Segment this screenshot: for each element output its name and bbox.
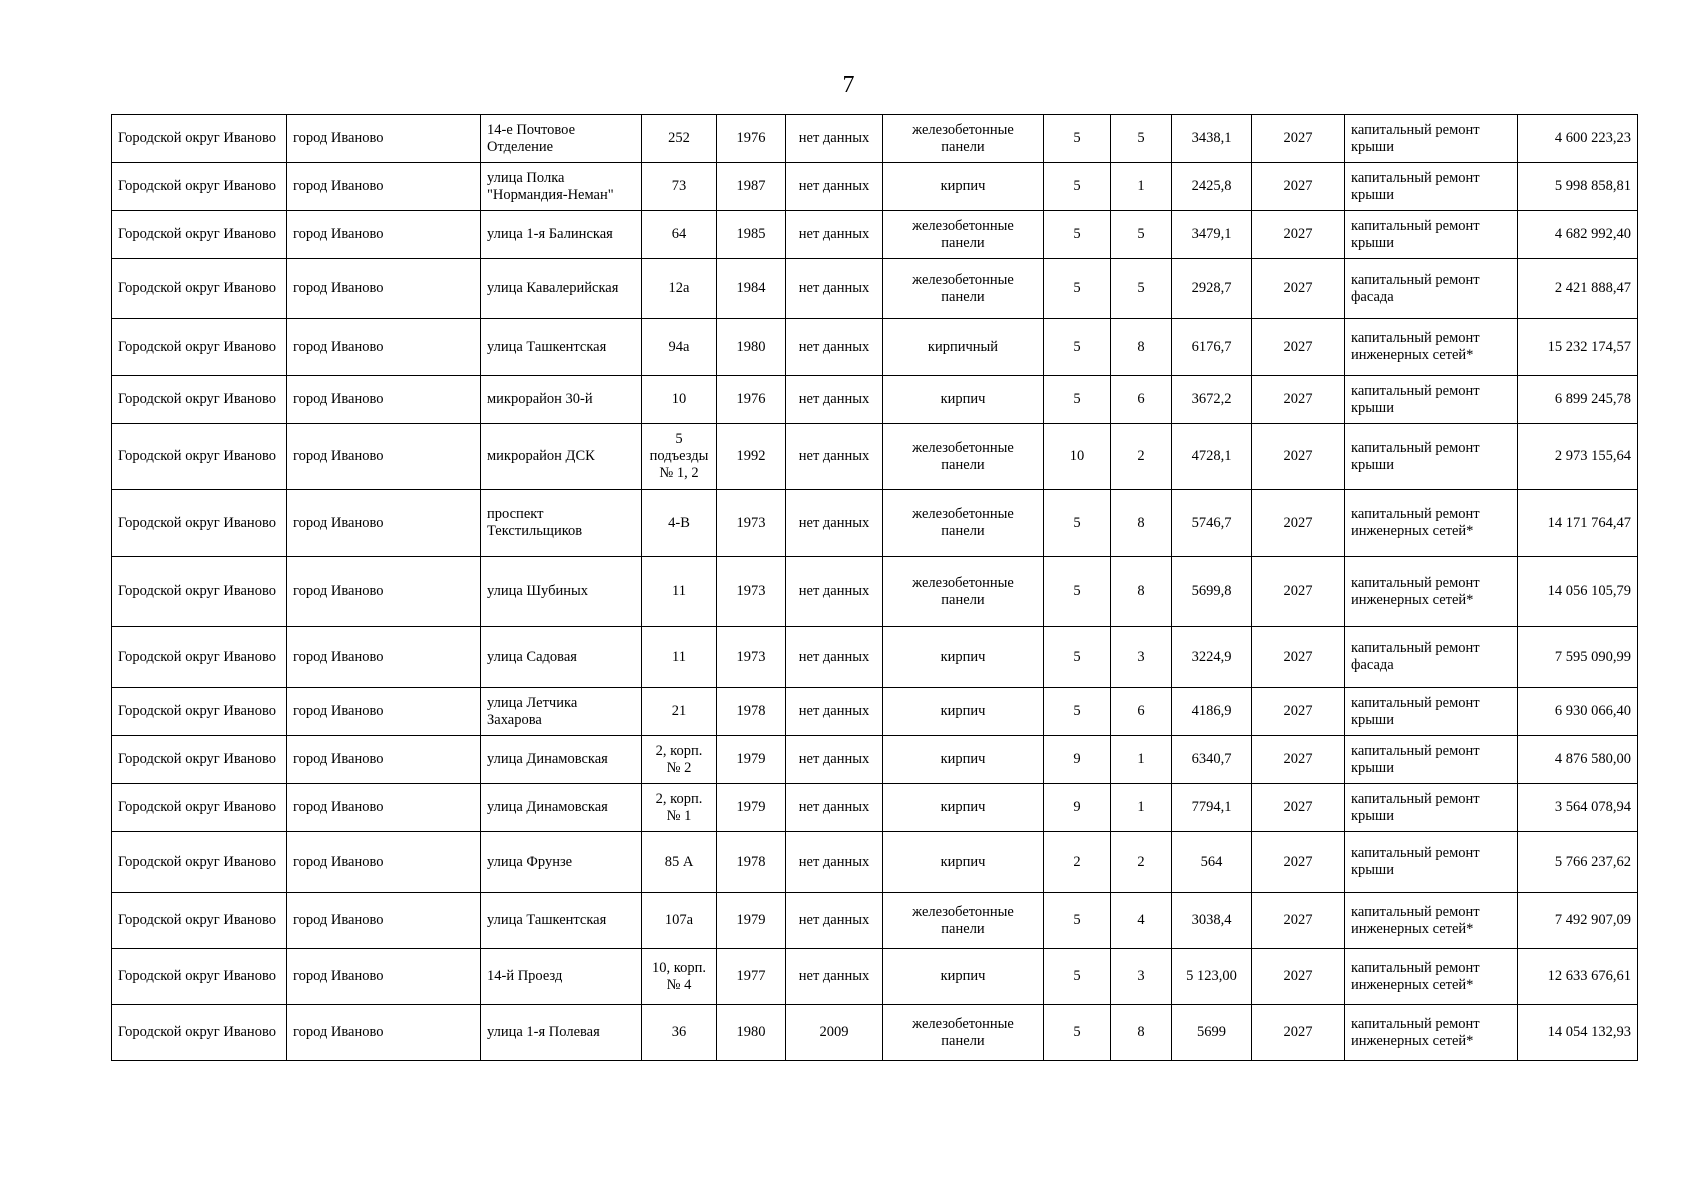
table-row bbox=[112, 736, 1638, 784]
area-cell: 3479,1 bbox=[1172, 211, 1252, 259]
municipality-cell: Городской округ Иваново bbox=[112, 784, 287, 832]
entrances-cell: 3 bbox=[1111, 949, 1172, 1005]
municipality-cell: Городской округ Иваново bbox=[112, 211, 287, 259]
locality-cell: город Иваново bbox=[287, 115, 481, 163]
municipality-cell: Городской округ Иваново bbox=[112, 557, 287, 627]
last-repair-cell: нет данных bbox=[786, 424, 883, 490]
table-row bbox=[112, 688, 1638, 736]
year-built-cell: 1978 bbox=[717, 688, 786, 736]
work-type-cell: капитальный ремонт инженерных сетей* bbox=[1345, 490, 1518, 557]
housing-repair-table bbox=[111, 114, 1638, 1061]
cost-cell: 2 973 155,64 bbox=[1518, 424, 1638, 490]
entrances-cell: 3 bbox=[1111, 627, 1172, 688]
locality-cell: город Иваново bbox=[287, 259, 481, 319]
planned-year-cell: 2027 bbox=[1252, 736, 1345, 784]
entrances-cell: 5 bbox=[1111, 115, 1172, 163]
floors-cell: 5 bbox=[1044, 949, 1111, 1005]
table-row bbox=[112, 490, 1638, 557]
last-repair-cell: нет данных bbox=[786, 736, 883, 784]
year-built-cell: 1992 bbox=[717, 424, 786, 490]
last-repair-cell: нет данных bbox=[786, 832, 883, 893]
house-number-cell: 12а bbox=[642, 259, 717, 319]
table-row bbox=[112, 832, 1638, 893]
work-type-cell: капитальный ремонт крыши bbox=[1345, 688, 1518, 736]
work-type-cell: капитальный ремонт крыши bbox=[1345, 163, 1518, 211]
entrances-cell: 1 bbox=[1111, 163, 1172, 211]
last-repair-cell: нет данных bbox=[786, 376, 883, 424]
table-row bbox=[112, 784, 1638, 832]
house-number-cell: 5 подъезды № 1, 2 bbox=[642, 424, 717, 490]
area-cell: 2928,7 bbox=[1172, 259, 1252, 319]
house-number-cell: 85 А bbox=[642, 832, 717, 893]
locality-cell: город Иваново bbox=[287, 319, 481, 376]
floors-cell: 5 bbox=[1044, 557, 1111, 627]
municipality-cell: Городской округ Иваново bbox=[112, 259, 287, 319]
entrances-cell: 2 bbox=[1111, 424, 1172, 490]
floors-cell: 5 bbox=[1044, 376, 1111, 424]
street-cell: улица Динамовская bbox=[481, 736, 642, 784]
table-row bbox=[112, 115, 1638, 163]
locality-cell: город Иваново bbox=[287, 949, 481, 1005]
work-type-cell: капитальный ремонт инженерных сетей* bbox=[1345, 949, 1518, 1005]
work-type-cell: капитальный ремонт инженерных сетей* bbox=[1345, 893, 1518, 949]
locality-cell: город Иваново bbox=[287, 688, 481, 736]
wall-material-cell: кирпич bbox=[883, 376, 1044, 424]
locality-cell: город Иваново bbox=[287, 163, 481, 211]
entrances-cell: 8 bbox=[1111, 557, 1172, 627]
year-built-cell: 1985 bbox=[717, 211, 786, 259]
planned-year-cell: 2027 bbox=[1252, 163, 1345, 211]
entrances-cell: 2 bbox=[1111, 832, 1172, 893]
cost-cell: 4 600 223,23 bbox=[1518, 115, 1638, 163]
wall-material-cell: кирпич bbox=[883, 949, 1044, 1005]
year-built-cell: 1978 bbox=[717, 832, 786, 893]
locality-cell: город Иваново bbox=[287, 490, 481, 557]
locality-cell: город Иваново bbox=[287, 1005, 481, 1061]
cost-cell: 12 633 676,61 bbox=[1518, 949, 1638, 1005]
wall-material-cell: железобетонные панели bbox=[883, 211, 1044, 259]
table-row bbox=[112, 627, 1638, 688]
floors-cell: 5 bbox=[1044, 490, 1111, 557]
table-row bbox=[112, 259, 1638, 319]
wall-material-cell: железобетонные панели bbox=[883, 490, 1044, 557]
year-built-cell: 1984 bbox=[717, 259, 786, 319]
entrances-cell: 6 bbox=[1111, 376, 1172, 424]
work-type-cell: капитальный ремонт инженерных сетей* bbox=[1345, 319, 1518, 376]
wall-material-cell: железобетонные панели bbox=[883, 557, 1044, 627]
street-cell: улица Полка "Нормандия-Неман" bbox=[481, 163, 642, 211]
area-cell: 4186,9 bbox=[1172, 688, 1252, 736]
locality-cell: город Иваново bbox=[287, 424, 481, 490]
last-repair-cell: нет данных bbox=[786, 688, 883, 736]
area-cell: 7794,1 bbox=[1172, 784, 1252, 832]
floors-cell: 5 bbox=[1044, 319, 1111, 376]
municipality-cell: Городской округ Иваново bbox=[112, 490, 287, 557]
entrances-cell: 5 bbox=[1111, 259, 1172, 319]
work-type-cell: капитальный ремонт крыши bbox=[1345, 115, 1518, 163]
cost-cell: 3 564 078,94 bbox=[1518, 784, 1638, 832]
last-repair-cell: нет данных bbox=[786, 893, 883, 949]
work-type-cell: капитальный ремонт фасада bbox=[1345, 259, 1518, 319]
street-cell: улица 1-я Балинская bbox=[481, 211, 642, 259]
wall-material-cell: железобетонные панели bbox=[883, 1005, 1044, 1061]
street-cell: 14-е Почтовое Отделение bbox=[481, 115, 642, 163]
floors-cell: 5 bbox=[1044, 1005, 1111, 1061]
floors-cell: 5 bbox=[1044, 115, 1111, 163]
last-repair-cell: нет данных bbox=[786, 627, 883, 688]
cost-cell: 4 876 580,00 bbox=[1518, 736, 1638, 784]
municipality-cell: Городской округ Иваново bbox=[112, 736, 287, 784]
last-repair-cell: нет данных bbox=[786, 163, 883, 211]
planned-year-cell: 2027 bbox=[1252, 211, 1345, 259]
year-built-cell: 1973 bbox=[717, 627, 786, 688]
house-number-cell: 21 bbox=[642, 688, 717, 736]
municipality-cell: Городской округ Иваново bbox=[112, 688, 287, 736]
table-row bbox=[112, 557, 1638, 627]
planned-year-cell: 2027 bbox=[1252, 115, 1345, 163]
planned-year-cell: 2027 bbox=[1252, 627, 1345, 688]
planned-year-cell: 2027 bbox=[1252, 784, 1345, 832]
last-repair-cell: нет данных bbox=[786, 557, 883, 627]
planned-year-cell: 2027 bbox=[1252, 688, 1345, 736]
wall-material-cell: кирпич bbox=[883, 784, 1044, 832]
municipality-cell: Городской округ Иваново bbox=[112, 893, 287, 949]
cost-cell: 6 899 245,78 bbox=[1518, 376, 1638, 424]
entrances-cell: 6 bbox=[1111, 688, 1172, 736]
cost-cell: 2 421 888,47 bbox=[1518, 259, 1638, 319]
page-number: 7 bbox=[842, 72, 855, 98]
municipality-cell: Городской округ Иваново bbox=[112, 949, 287, 1005]
locality-cell: город Иваново bbox=[287, 557, 481, 627]
last-repair-cell: нет данных bbox=[786, 115, 883, 163]
municipality-cell: Городской округ Иваново bbox=[112, 627, 287, 688]
house-number-cell: 36 bbox=[642, 1005, 717, 1061]
municipality-cell: Городской округ Иваново bbox=[112, 1005, 287, 1061]
area-cell: 564 bbox=[1172, 832, 1252, 893]
work-type-cell: капитальный ремонт инженерных сетей* bbox=[1345, 1005, 1518, 1061]
planned-year-cell: 2027 bbox=[1252, 424, 1345, 490]
house-number-cell: 73 bbox=[642, 163, 717, 211]
table-row bbox=[112, 376, 1638, 424]
street-cell: улица Фрунзе bbox=[481, 832, 642, 893]
entrances-cell: 8 bbox=[1111, 490, 1172, 557]
street-cell: проспект Текстильщиков bbox=[481, 490, 642, 557]
locality-cell: город Иваново bbox=[287, 627, 481, 688]
street-cell: улица Кавалерийская bbox=[481, 259, 642, 319]
table-row bbox=[112, 424, 1638, 490]
wall-material-cell: железобетонные панели bbox=[883, 893, 1044, 949]
year-built-cell: 1979 bbox=[717, 784, 786, 832]
house-number-cell: 2, корп. № 2 bbox=[642, 736, 717, 784]
area-cell: 6176,7 bbox=[1172, 319, 1252, 376]
floors-cell: 10 bbox=[1044, 424, 1111, 490]
cost-cell: 7 492 907,09 bbox=[1518, 893, 1638, 949]
entrances-cell: 8 bbox=[1111, 319, 1172, 376]
last-repair-cell: нет данных bbox=[786, 211, 883, 259]
house-number-cell: 11 bbox=[642, 557, 717, 627]
house-number-cell: 64 bbox=[642, 211, 717, 259]
planned-year-cell: 2027 bbox=[1252, 259, 1345, 319]
cost-cell: 5 998 858,81 bbox=[1518, 163, 1638, 211]
planned-year-cell: 2027 bbox=[1252, 949, 1345, 1005]
wall-material-cell: кирпич bbox=[883, 832, 1044, 893]
house-number-cell: 11 bbox=[642, 627, 717, 688]
area-cell: 3224,9 bbox=[1172, 627, 1252, 688]
wall-material-cell: кирпич bbox=[883, 163, 1044, 211]
street-cell: улица Ташкентская bbox=[481, 319, 642, 376]
municipality-cell: Городской округ Иваново bbox=[112, 424, 287, 490]
area-cell: 3038,4 bbox=[1172, 893, 1252, 949]
area-cell: 3438,1 bbox=[1172, 115, 1252, 163]
work-type-cell: капитальный ремонт инженерных сетей* bbox=[1345, 557, 1518, 627]
street-cell: 14-й Проезд bbox=[481, 949, 642, 1005]
municipality-cell: Городской округ Иваново bbox=[112, 376, 287, 424]
year-built-cell: 1973 bbox=[717, 490, 786, 557]
table-row bbox=[112, 211, 1638, 259]
area-cell: 5 123,00 bbox=[1172, 949, 1252, 1005]
locality-cell: город Иваново bbox=[287, 893, 481, 949]
year-built-cell: 1973 bbox=[717, 557, 786, 627]
year-built-cell: 1979 bbox=[717, 736, 786, 784]
area-cell: 5699 bbox=[1172, 1005, 1252, 1061]
house-number-cell: 4-В bbox=[642, 490, 717, 557]
locality-cell: город Иваново bbox=[287, 832, 481, 893]
work-type-cell: капитальный ремонт крыши bbox=[1345, 376, 1518, 424]
area-cell: 4728,1 bbox=[1172, 424, 1252, 490]
work-type-cell: капитальный ремонт крыши bbox=[1345, 736, 1518, 784]
entrances-cell: 1 bbox=[1111, 736, 1172, 784]
municipality-cell: Городской округ Иваново bbox=[112, 832, 287, 893]
wall-material-cell: железобетонные панели bbox=[883, 115, 1044, 163]
work-type-cell: капитальный ремонт крыши bbox=[1345, 211, 1518, 259]
work-type-cell: капитальный ремонт фасада bbox=[1345, 627, 1518, 688]
planned-year-cell: 2027 bbox=[1252, 319, 1345, 376]
planned-year-cell: 2027 bbox=[1252, 1005, 1345, 1061]
floors-cell: 5 bbox=[1044, 627, 1111, 688]
cost-cell: 6 930 066,40 bbox=[1518, 688, 1638, 736]
wall-material-cell: железобетонные панели bbox=[883, 259, 1044, 319]
house-number-cell: 10, корп. № 4 bbox=[642, 949, 717, 1005]
cost-cell: 4 682 992,40 bbox=[1518, 211, 1638, 259]
cost-cell: 14 056 105,79 bbox=[1518, 557, 1638, 627]
table-row bbox=[112, 319, 1638, 376]
year-built-cell: 1987 bbox=[717, 163, 786, 211]
planned-year-cell: 2027 bbox=[1252, 557, 1345, 627]
locality-cell: город Иваново bbox=[287, 784, 481, 832]
street-cell: улица Садовая bbox=[481, 627, 642, 688]
floors-cell: 5 bbox=[1044, 211, 1111, 259]
floors-cell: 5 bbox=[1044, 163, 1111, 211]
entrances-cell: 1 bbox=[1111, 784, 1172, 832]
work-type-cell: капитальный ремонт крыши bbox=[1345, 424, 1518, 490]
street-cell: улица Шубиных bbox=[481, 557, 642, 627]
year-built-cell: 1976 bbox=[717, 376, 786, 424]
entrances-cell: 4 bbox=[1111, 893, 1172, 949]
house-number-cell: 252 bbox=[642, 115, 717, 163]
street-cell: микрорайон ДСК bbox=[481, 424, 642, 490]
year-built-cell: 1976 bbox=[717, 115, 786, 163]
house-number-cell: 94а bbox=[642, 319, 717, 376]
wall-material-cell: кирпич bbox=[883, 736, 1044, 784]
municipality-cell: Городской округ Иваново bbox=[112, 163, 287, 211]
last-repair-cell: нет данных bbox=[786, 319, 883, 376]
planned-year-cell: 2027 bbox=[1252, 490, 1345, 557]
area-cell: 3672,2 bbox=[1172, 376, 1252, 424]
year-built-cell: 1980 bbox=[717, 1005, 786, 1061]
planned-year-cell: 2027 bbox=[1252, 832, 1345, 893]
floors-cell: 2 bbox=[1044, 832, 1111, 893]
cost-cell: 5 766 237,62 bbox=[1518, 832, 1638, 893]
floors-cell: 5 bbox=[1044, 259, 1111, 319]
street-cell: улица 1-я Полевая bbox=[481, 1005, 642, 1061]
wall-material-cell: кирпич bbox=[883, 627, 1044, 688]
table-row bbox=[112, 893, 1638, 949]
area-cell: 5746,7 bbox=[1172, 490, 1252, 557]
area-cell: 2425,8 bbox=[1172, 163, 1252, 211]
year-built-cell: 1980 bbox=[717, 319, 786, 376]
street-cell: улица Динамовская bbox=[481, 784, 642, 832]
planned-year-cell: 2027 bbox=[1252, 376, 1345, 424]
street-cell: улица Ташкентская bbox=[481, 893, 642, 949]
house-number-cell: 10 bbox=[642, 376, 717, 424]
table-body bbox=[112, 115, 1638, 1061]
house-number-cell: 2, корп. № 1 bbox=[642, 784, 717, 832]
work-type-cell: капитальный ремонт крыши bbox=[1345, 784, 1518, 832]
last-repair-cell: 2009 bbox=[786, 1005, 883, 1061]
municipality-cell: Городской округ Иваново bbox=[112, 319, 287, 376]
work-type-cell: капитальный ремонт крыши bbox=[1345, 832, 1518, 893]
last-repair-cell: нет данных bbox=[786, 490, 883, 557]
wall-material-cell: кирпич bbox=[883, 688, 1044, 736]
table-row bbox=[112, 163, 1638, 211]
locality-cell: город Иваново bbox=[287, 211, 481, 259]
floors-cell: 5 bbox=[1044, 893, 1111, 949]
entrances-cell: 5 bbox=[1111, 211, 1172, 259]
table-row bbox=[112, 949, 1638, 1005]
house-number-cell: 107а bbox=[642, 893, 717, 949]
entrances-cell: 8 bbox=[1111, 1005, 1172, 1061]
area-cell: 6340,7 bbox=[1172, 736, 1252, 784]
cost-cell: 15 232 174,57 bbox=[1518, 319, 1638, 376]
municipality-cell: Городской округ Иваново bbox=[112, 115, 287, 163]
year-built-cell: 1979 bbox=[717, 893, 786, 949]
table-row bbox=[112, 1005, 1638, 1061]
floors-cell: 9 bbox=[1044, 784, 1111, 832]
cost-cell: 7 595 090,99 bbox=[1518, 627, 1638, 688]
locality-cell: город Иваново bbox=[287, 376, 481, 424]
area-cell: 5699,8 bbox=[1172, 557, 1252, 627]
floors-cell: 5 bbox=[1044, 688, 1111, 736]
locality-cell: город Иваново bbox=[287, 736, 481, 784]
last-repair-cell: нет данных bbox=[786, 259, 883, 319]
floors-cell: 9 bbox=[1044, 736, 1111, 784]
wall-material-cell: кирпичный bbox=[883, 319, 1044, 376]
cost-cell: 14 171 764,47 bbox=[1518, 490, 1638, 557]
street-cell: улица Летчика Захарова bbox=[481, 688, 642, 736]
last-repair-cell: нет данных bbox=[786, 784, 883, 832]
year-built-cell: 1977 bbox=[717, 949, 786, 1005]
street-cell: микрорайон 30-й bbox=[481, 376, 642, 424]
planned-year-cell: 2027 bbox=[1252, 893, 1345, 949]
cost-cell: 14 054 132,93 bbox=[1518, 1005, 1638, 1061]
wall-material-cell: железобетонные панели bbox=[883, 424, 1044, 490]
last-repair-cell: нет данных bbox=[786, 949, 883, 1005]
